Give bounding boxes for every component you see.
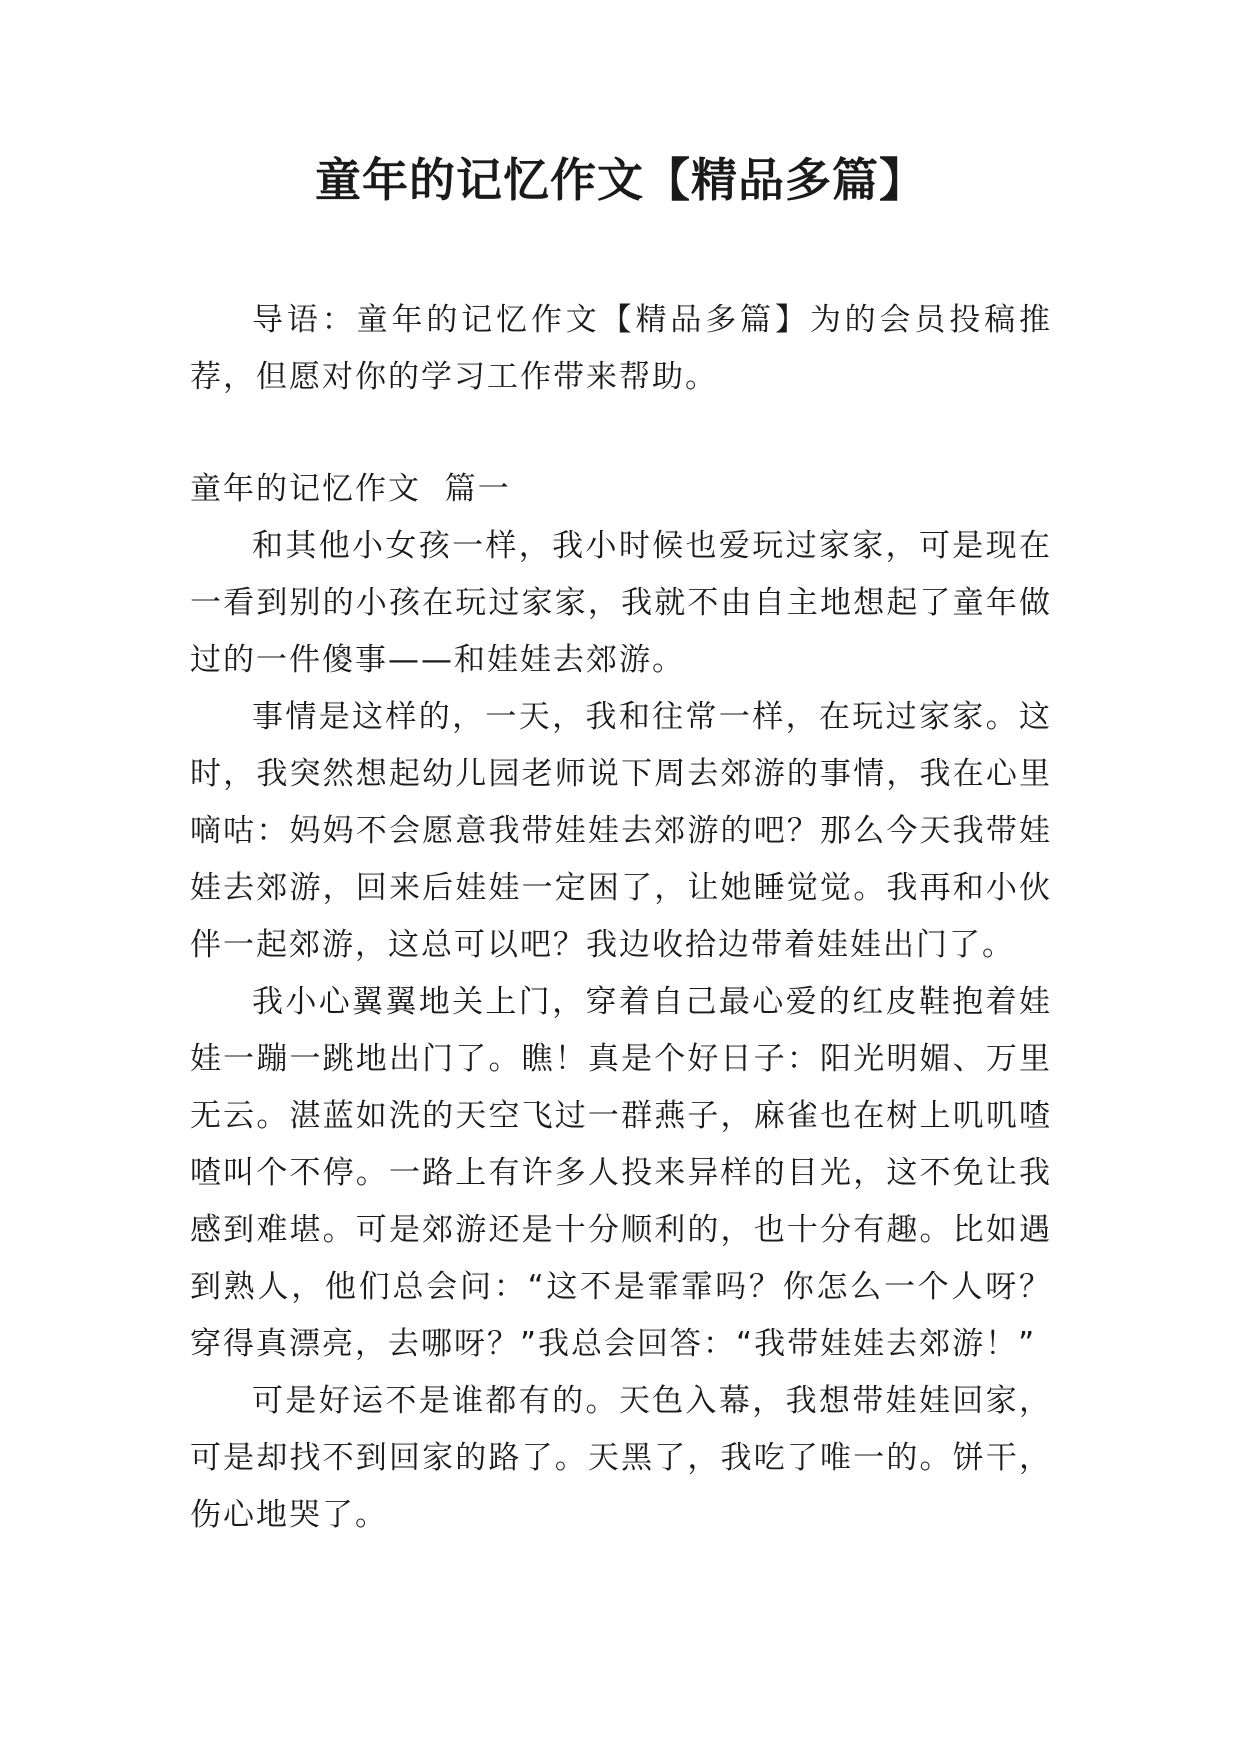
body-paragraph-1: 和其他小女孩一样，我小时候也爱玩过家家，可是现在一看到别的小孩在玩过家家，我就不由自主地想起了童年做过的一件傻事——和娃娃去郊游。 bbox=[190, 528, 1052, 678]
intro-paragraph: 导语：童年的记忆作文【精品多篇】为的会员投稿推荐，但愿对你的学习工作带来帮助。 bbox=[190, 302, 1052, 395]
document-title: 童年的记忆作文【精品多篇】 bbox=[315, 153, 926, 207]
section-heading: 童年的记忆作文 篇一 bbox=[190, 471, 511, 507]
intro-block bbox=[190, 292, 1052, 406]
body-paragraph-3: 我小心翼翼地关上门，穿着自己最心爱的红皮鞋抱着娃娃一蹦一跳地出门了。瞧！真是个好日子：阳光明媚、万里无云。湛蓝如洗的天空飞过一群燕子，麻雀也在树上叽叽喳喳叫个不停。一路上有许多人投来异样的目光，这不免让我感到难堪。可是郊游还是十分顺利的，也十分有趣。比如遇到熟人，他们总会问：“这不是霏霏吗？你怎么一个人呀？穿得真漂亮，去哪呀？”我总会回答：“我带娃娃去郊游！” bbox=[190, 984, 1052, 1362]
body-paragraph-4: 可是好运不是谁都有的。天色入幕，我想带娃娃回家，可是却找不到回家的路了。天黑了，我吃了唯一的。饼干，伤心地哭了。 bbox=[190, 1383, 1052, 1533]
body-paragraph-2: 事情是这样的，一天，我和往常一样，在玩过家家。这时，我突然想起幼儿园老师说下周去郊游的事情，我在心里嘀咕：妈妈不会愿意我带娃娃去郊游的吧？那么今天我带娃娃去郊游，回来后娃娃一定困了，让她睡觉觉。我再和小伙伴一起郊游，这总可以吧？我边收拾边带着娃娃出门了。 bbox=[190, 699, 1052, 963]
section-block bbox=[190, 461, 1052, 1544]
